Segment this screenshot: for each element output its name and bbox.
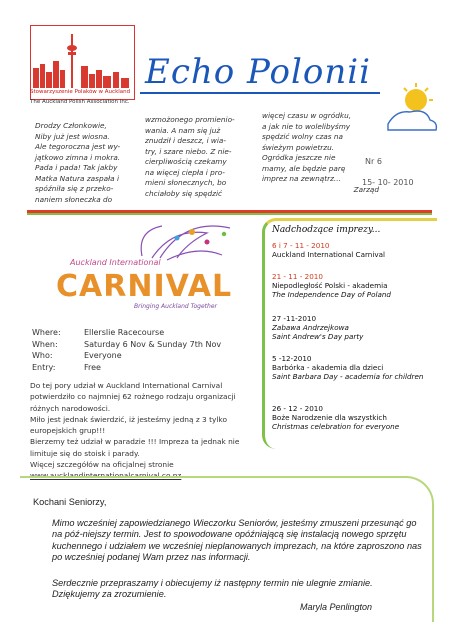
event-item <box>272 241 432 259</box>
carnival-body: Do tej pory udział w Auckland International Carnival potwierdziło co najmniej 62 rożnego rodzaju organizacji różnych narodowości. Miło jest jednak świerdzić, iż jesteśmy jedną z 3 tylko europejskich grup!!! Bierzemy też udział w paradzie !!! Impreza ta jednak nie limituje się do stoisk i parady. Więcej szczegółów na oficjalnej stronie <box>30 381 240 470</box>
carnival-description <box>30 380 262 482</box>
info-row <box>32 339 221 351</box>
event-date: 5 -12-2010 <box>272 354 312 363</box>
newsletter-title: Echo Polonii <box>145 52 371 92</box>
info-key: Entry: <box>32 362 56 372</box>
carnival-website-link[interactable]: www.aucklandinternationalcarnival.co.nz <box>30 471 182 481</box>
event-item <box>272 272 432 299</box>
issue-date: 15- 10- 2010 <box>362 178 414 187</box>
event-item <box>272 404 432 431</box>
letter-signature: Maryla Penlington <box>300 602 373 612</box>
events-title: Nadchodzące imprezy... <box>272 225 381 235</box>
event-title: Niepodległość Polski - akademia <box>272 281 388 290</box>
intro-column-2: wzmożonego promienio- wania. A nam się już znudził i deszcz, i wia- try, i szare niebo. Z nie- cierpliwością czekamy na więcej ciepła i pro- mieni słonecznych, bo chciałoby się spędzić <box>145 115 235 198</box>
event-item <box>272 354 432 381</box>
carnival-info-table <box>32 327 221 373</box>
org-name-english: The Auckland Polish Association Inc. <box>30 99 130 105</box>
event-date: 27 -11-2010 <box>272 314 317 323</box>
event-item <box>272 314 432 341</box>
info-value: Everyone <box>84 351 122 360</box>
intro-column-3-text: więcej czasu w ogródku, a jak nie to wolelibyśmy spędzić wolny czas na świeżym powietrzu. Ogródka jeszcze nie mamy, ale będzie parę imprez na zewnątrz... <box>262 111 352 183</box>
carnival-logo-main-text: CARNIVAL <box>56 269 233 304</box>
info-row <box>32 350 221 362</box>
info-key: When: <box>32 339 58 349</box>
info-row <box>32 362 221 374</box>
info-value: Saturday 6 Nov & Sunday 7th Nov <box>84 339 222 349</box>
title-underline <box>140 92 380 94</box>
info-value: Ellerslie Racecourse <box>84 328 165 337</box>
event-title-english: The Independence Day of Poland <box>272 290 391 299</box>
event-title-english: Saint Andrew's Day party <box>272 332 364 341</box>
event-title: Boże Narodzenie dla wszystkich <box>272 413 387 422</box>
event-title-english: Christmas celebration for everyone <box>272 422 400 431</box>
intro-column-1: Drodzy Członkowie, Niby już jest wiosna. Ale tegoroczna jest wy- jątkowo zimna i mokra. Pada i pada! Tak jakby Matka Natura zaspała i spóźniła się z przeko- naniem słoneczka do <box>35 121 121 204</box>
divider-green <box>27 213 432 215</box>
issue-number: Nr 6 <box>365 157 382 166</box>
intro-signature: Zarząd <box>353 184 379 194</box>
event-date: 21 - 11 - 2010 <box>272 272 323 281</box>
info-value: Free <box>84 362 101 372</box>
event-date: 6 i 7 - 11 - 2010 <box>272 241 330 250</box>
carnival-logo-top-text: Auckland International <box>70 258 161 267</box>
carnival-logo <box>42 218 247 321</box>
letter-paragraph-1: Mimo wcześniej zapowiedzianego Wieczorku Seniorów, jesteśmy zmuszeni przesunąć go na póź-niejszy termin. Jest to spowodowane opóźniającą się instalacją nowego sprzętu kuchennego i udziałem we wcześniej nieplanowanych imprezach, na które zaproszono nas po wcześniej podanej Wam przez nas informacji. <box>52 518 422 562</box>
event-title-english: Saint Barbara Day - academia for children <box>272 372 424 381</box>
letter-greeting: Kochani Seniorzy, <box>33 497 107 507</box>
carnival-logo-sub-text: Bringing Auckland Together <box>134 303 217 310</box>
letter-paragraph-2: Serdecznie przepraszamy i obiecujemy iż następny termin nie ulegnie zmianie. Dziękujemy za zrozumienie. <box>52 578 373 600</box>
event-title: Auckland International Carnival <box>272 250 386 259</box>
info-row <box>32 327 221 339</box>
event-date: 26 - 12 - 2010 <box>272 404 323 413</box>
info-key: Who: <box>32 351 53 360</box>
info-key: Where: <box>32 328 61 337</box>
event-title: Barbórka - akademia dla dzieci <box>272 363 384 372</box>
org-name-polish: Stowarzyszenie Polaków w Auckland <box>30 89 131 95</box>
event-title: Zabawa Andrzejkowa <box>272 323 349 332</box>
